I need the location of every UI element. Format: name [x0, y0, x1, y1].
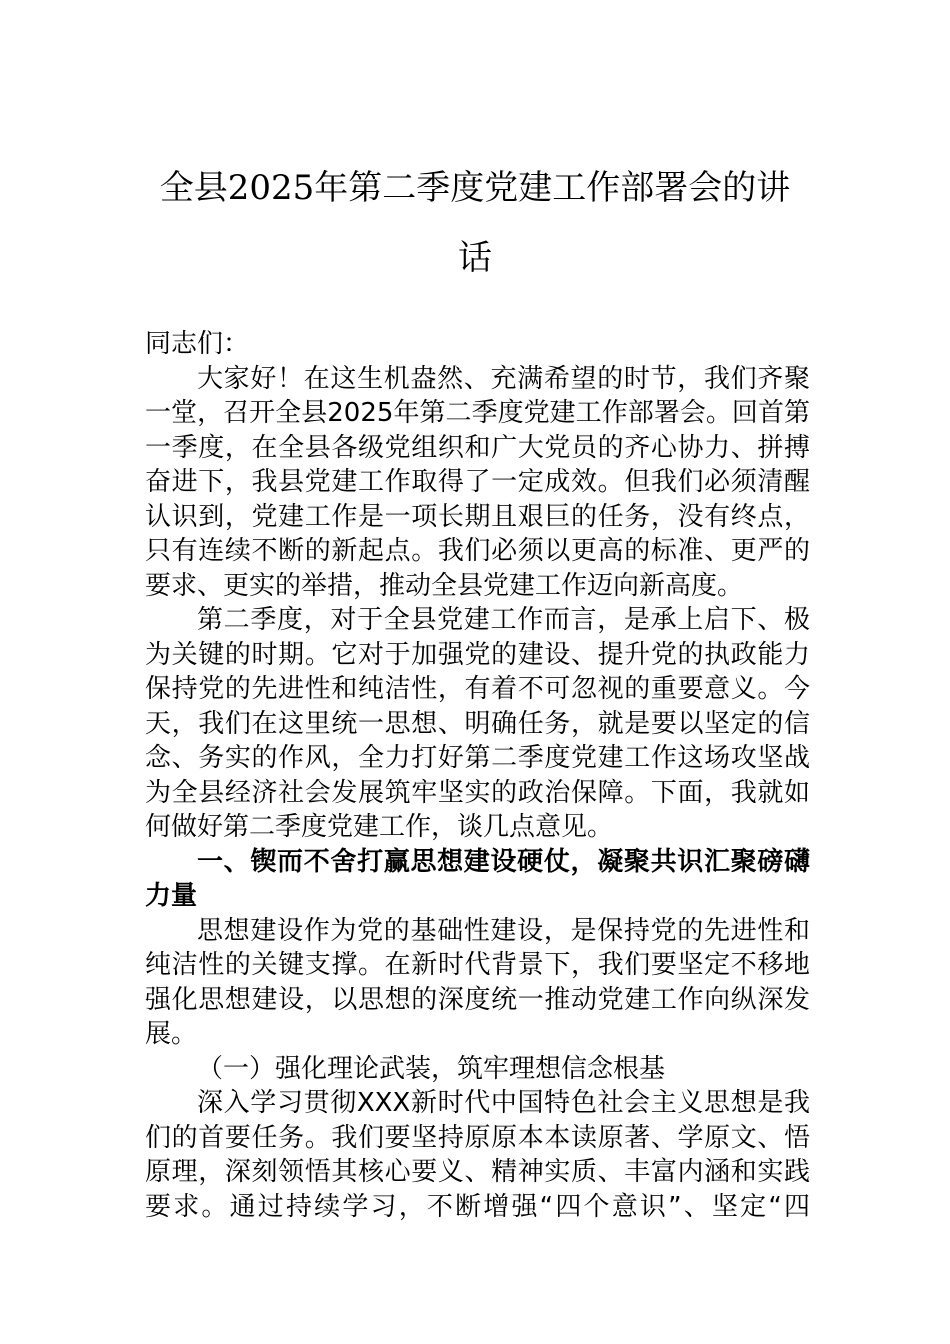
paragraph-line: 原理，深刻领悟其核心要义、精神实质、丰富内涵和实践: [145, 1157, 810, 1187]
paragraph-line: 奋进下，我县党建工作取得了一定成效。但我们必须清醒: [145, 467, 810, 497]
paragraph-line: 保持党的先进性和纯洁性，有着不可忽视的重要意义。今: [145, 674, 810, 704]
paragraph-line: 为全县经济社会发展筑牢坚实的政治保障。下面，我就如: [145, 778, 810, 808]
paragraph-line: 强化思想建设，以思想的深度统一推动党建工作向纵深发: [145, 985, 810, 1015]
paragraph-line: 念、务实的作风，全力打好第二季度党建工作这场攻坚战: [145, 743, 810, 773]
paragraph-line: 认识到，党建工作是一项长期且艰巨的任务，没有终点，: [145, 502, 810, 532]
paragraph-line: 一堂，召开全县2025年第二季度党建工作部署会。回首第: [145, 398, 810, 428]
paragraph-line: 何做好第二季度党建工作，谈几点意见。: [145, 812, 614, 842]
section-heading: 一、锲而不舍打赢思想建设硬仗，凝聚共识汇聚磅礴: [197, 847, 810, 877]
paragraph-line: 思想建设作为党的基础性建设，是保持党的先进性和: [197, 916, 810, 946]
paragraph-line: 第二季度，对于全县党建工作而言，是承上启下、极: [197, 605, 810, 635]
paragraph-line: 天，我们在这里统一思想、明确任务，就是要以坚定的信: [145, 709, 810, 739]
paragraph-line: 深入学习贯彻XXX新时代中国特色社会主义思想是我: [197, 1088, 810, 1118]
paragraph-line: 要求。通过持续学习，不断增强“四个意识”、坚定“四: [145, 1192, 810, 1222]
paragraph-line: 一季度，在全县各级党组织和广大党员的齐心协力、拼搏: [145, 433, 810, 463]
paragraph-line: 大家好！在这生机盎然、充满希望的时节，我们齐聚: [197, 364, 810, 394]
paragraph-line: 要求、更实的举措，推动全县党建工作迈向新高度。: [145, 571, 744, 601]
paragraph-line: 展。: [145, 1019, 198, 1049]
section-heading: 力量: [145, 881, 198, 911]
salutation: 同志们：: [145, 329, 250, 359]
paragraph-line: 为关键的时期。它对于加强党的建设、提升党的执政能力: [145, 640, 810, 670]
document-title-line-1: 全县2025年第二季度党建工作部署会的讲: [159, 168, 791, 208]
paragraph-line: 们的首要任务。我们要坚持原原本本读原著、学原文、悟: [145, 1123, 810, 1153]
subsection-heading: （一）强化理论武装，筑牢理想信念根基: [197, 1054, 666, 1084]
paragraph-line: 纯洁性的关键支撑。在新时代背景下，我们要坚定不移地: [145, 950, 810, 980]
paragraph-line: 只有连续不断的新起点。我们必须以更高的标准、更严的: [145, 536, 810, 566]
document-title-line-2: 话: [458, 238, 492, 278]
